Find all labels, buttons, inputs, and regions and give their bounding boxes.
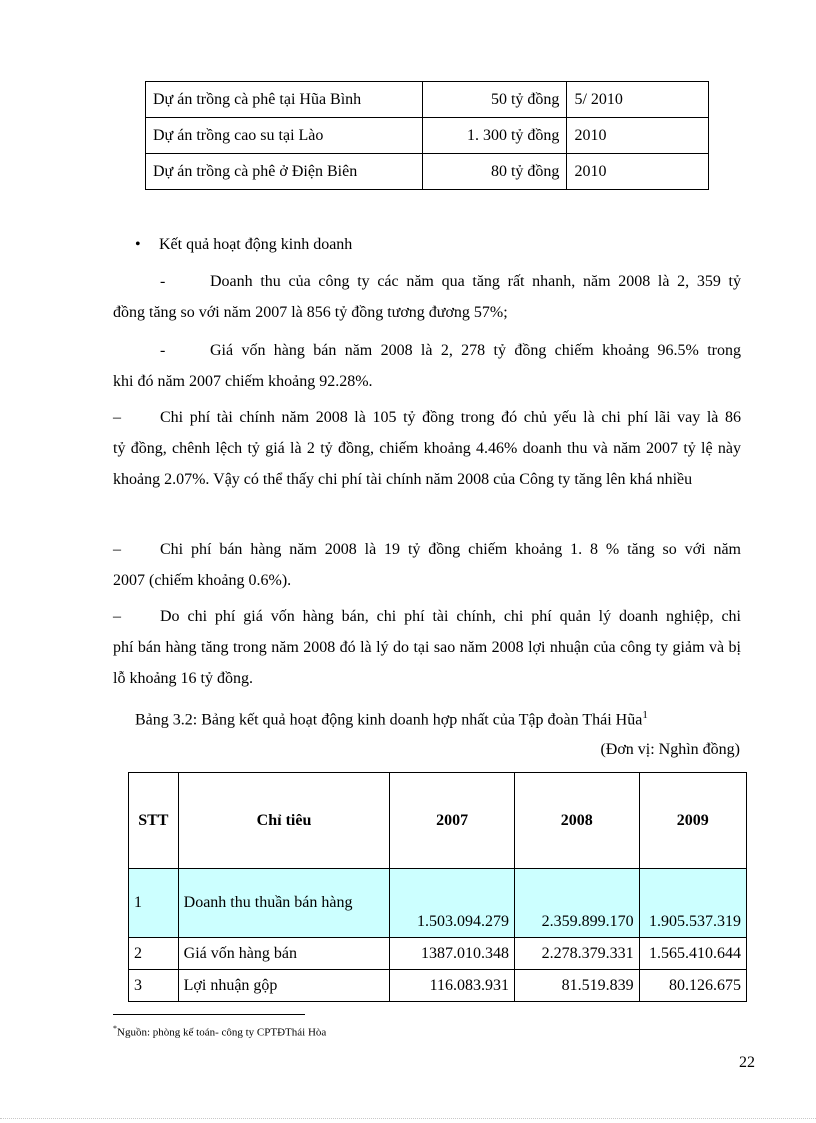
- paragraph-rest: tỷ đồng, chênh lệch tỷ giá là 2 tỷ đồng, chiếm khoảng 4.46% doanh thu và năm 2007 tỷ lệ này khoảng 2.07%. Vậy có thể thấy chi phí tài chính năm 2008 của Công ty tăng lên khá nhiều: [113, 440, 741, 488]
- project-name: Dự án trồng cao su tại Lào: [146, 118, 423, 154]
- row-value-2007: 1387.010.348: [390, 938, 515, 970]
- paragraph-selling: [113, 534, 741, 596]
- paragraph-rest: phí bán hàng tăng trong năm 2008 đó là lý do tại sao năm 2008 lợi nhuận của công ty giảm và bị lỗ khoảng 16 tỷ đồng.: [113, 639, 741, 687]
- project-name: Dự án trồng cà phê tại Hũa Bình: [146, 82, 423, 118]
- paragraph-line: đồng tăng so với năm 2007 là 856 tỷ đồng tương đương 57%;: [113, 304, 508, 321]
- row-stt: 2: [129, 938, 179, 970]
- row-value-2008: 81.519.839: [514, 970, 639, 1002]
- row-stt: 3: [129, 970, 179, 1002]
- header-stt: STT: [129, 773, 179, 869]
- footnote-mark: *: [113, 1024, 117, 1033]
- project-amount: 80 tỷ đồng: [422, 154, 567, 190]
- table-row: [146, 154, 709, 190]
- paragraph-revenue: [113, 266, 741, 328]
- row-stt: 1: [129, 869, 179, 938]
- results-table: [128, 772, 747, 1002]
- paragraph-loss: [113, 601, 741, 694]
- table-header-row: [129, 773, 747, 869]
- table-row: [146, 118, 709, 154]
- page-number: 22: [739, 1054, 755, 1071]
- row-value-2008: 2.359.899.170: [514, 869, 639, 938]
- dash-marker: –: [113, 541, 121, 558]
- caption-text: Bảng 3.2: Bảng kết quả hoạt động kinh doanh hợp nhất của Tập đoàn Thái Hũa: [135, 711, 643, 729]
- paragraph-line: Do chi phí giá vốn hàng bán, chi phí tài chính, chi phí quản lý doanh nghiệp, chi: [160, 608, 741, 625]
- footnote-ref: 1: [642, 709, 648, 721]
- table-row: [129, 869, 747, 938]
- table-row: [129, 970, 747, 1002]
- row-value-2009: 1.565.410.644: [639, 938, 746, 970]
- paragraph-cost: [113, 335, 741, 397]
- row-value-2009: 80.126.675: [639, 970, 746, 1002]
- row-item: Lợi nhuận gộp: [178, 970, 390, 1002]
- footnote-text: Nguồn: phòng kế toán- công ty CPTĐThái Hòa: [117, 1026, 327, 1039]
- project-amount: 50 tỷ đồng: [422, 82, 567, 118]
- project-name: Dự án trồng cà phê ở Điện Biên: [146, 154, 423, 190]
- row-value-2008: 2.278.379.331: [514, 938, 639, 970]
- row-item: Doanh thu thuần bán hàng: [178, 869, 390, 938]
- header-2009: 2009: [639, 773, 746, 869]
- footnote-divider: [113, 1014, 305, 1015]
- row-item: Giá vốn hàng bán: [178, 938, 390, 970]
- project-year: 2010: [567, 154, 709, 190]
- paragraph-line: Giá vốn hàng bán năm 2008 là 2, 278 tỷ đồng chiếm khoảng 96.5% trong: [210, 342, 741, 359]
- paragraph-finance: [113, 402, 741, 495]
- project-year: 2010: [567, 118, 709, 154]
- paragraph-line: Chi phí tài chính năm 2008 là 105 tỷ đồng trong đó chủ yếu là chi phí lãi vay là 86: [160, 409, 741, 426]
- dash-marker: -: [160, 342, 166, 359]
- paragraph-line: Chi phí bán hàng năm 2008 là 19 tỷ đồng chiếm khoảng 1. 8 % tăng so với năm: [160, 541, 741, 558]
- row-value-2007: 1.503.094.279: [390, 869, 515, 938]
- project-year: 5/ 2010: [567, 82, 709, 118]
- page-bottom-border: [0, 1118, 816, 1119]
- unit-label: (Đơn vị: Nghìn đồng): [600, 741, 740, 758]
- header-2007: 2007: [390, 773, 515, 869]
- paragraph-line: Doanh thu của công ty các năm qua tăng rất nhanh, năm 2008 là 2, 359 tỷ: [210, 273, 741, 290]
- projects-table: [145, 81, 709, 190]
- row-value-2007: 116.083.931: [390, 970, 515, 1002]
- table-row: [146, 82, 709, 118]
- footnote: [113, 1024, 326, 1039]
- dash-marker: -: [160, 273, 166, 290]
- table-caption: [135, 702, 648, 733]
- table-row: [129, 938, 747, 970]
- heading-text: Kết quả hoạt động kinh doanh: [159, 236, 353, 253]
- paragraph-line: khi đó năm 2007 chiếm khoảng 92.28%.: [113, 373, 373, 390]
- paragraph-line: 2007 (chiếm khoảng 0.6%).: [113, 572, 292, 589]
- row-value-2009: 1.905.537.319: [639, 869, 746, 938]
- dash-marker: –: [113, 608, 121, 625]
- project-amount: 1. 300 tỷ đồng: [422, 118, 567, 154]
- section-heading: [135, 232, 352, 258]
- header-2008: 2008: [514, 773, 639, 869]
- dash-marker: –: [113, 409, 121, 426]
- header-item: Chỉ tiêu: [178, 773, 390, 869]
- bullet-icon: •: [135, 236, 141, 253]
